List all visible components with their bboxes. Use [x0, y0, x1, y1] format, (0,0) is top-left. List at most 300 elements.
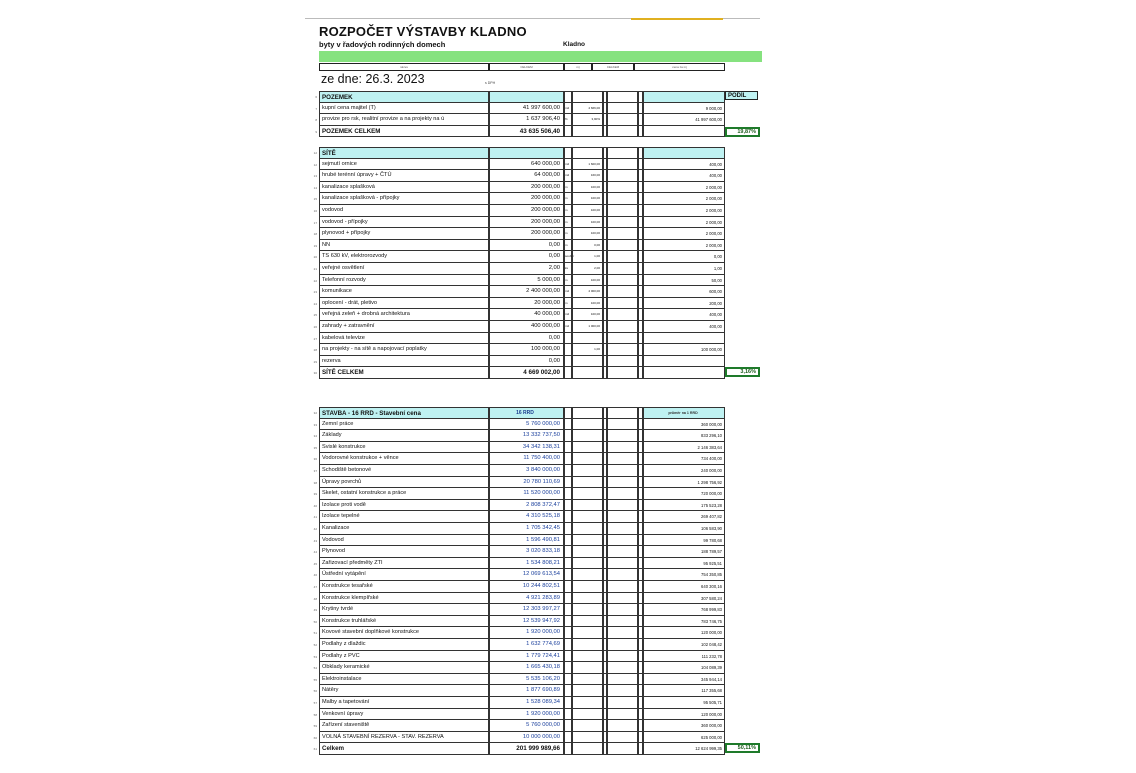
cell-unit[interactable]: [564, 147, 572, 159]
cell-rate[interactable]: [607, 523, 638, 535]
cell-item-name[interactable]: Telefonní rozvody: [319, 275, 489, 287]
cell-quantity[interactable]: 160,00: [572, 170, 603, 182]
cell-unit[interactable]: m2: [564, 286, 572, 298]
cell-quantity[interactable]: 1,00: [572, 251, 603, 263]
cell-quantity[interactable]: 0,00: [572, 240, 603, 252]
cell-unit[interactable]: [564, 442, 572, 454]
cell-item-name[interactable]: Krytiny tvrdé: [319, 604, 489, 616]
cell-total-value[interactable]: 200 000,00: [489, 228, 564, 240]
cell-unit-price[interactable]: 640 300,16: [643, 581, 725, 593]
cell-item-name[interactable]: plynovod + přípojky: [319, 228, 489, 240]
cell-rate[interactable]: [607, 500, 638, 512]
cell-unit-price[interactable]: 1 298 756,92: [643, 477, 725, 489]
cell-item-name[interactable]: Plynovod: [319, 546, 489, 558]
cell-total-value[interactable]: 12 539 947,92: [489, 616, 564, 628]
cell-item-name[interactable]: Úpravy povrchů: [319, 477, 489, 489]
cell-total-value[interactable]: 100 000,00: [489, 344, 564, 356]
cell-unit[interactable]: [564, 581, 572, 593]
cell-item-name[interactable]: Kovové stavební doplňkové konstrukce: [319, 627, 489, 639]
cell-quantity[interactable]: 4 666,00: [572, 103, 603, 115]
cell-unit-price[interactable]: 783 746,75: [643, 616, 725, 628]
cell-unit-price[interactable]: průměr na 1 RRD: [643, 407, 725, 419]
cell-unit[interactable]: m2: [564, 170, 572, 182]
cell-rate[interactable]: [607, 697, 638, 709]
cell-unit-price[interactable]: 720 000,00: [643, 488, 725, 500]
cell-rate[interactable]: [607, 465, 638, 477]
cell-quantity[interactable]: 2,00: [572, 263, 603, 275]
cell-total-value[interactable]: 3 020 833,18: [489, 546, 564, 558]
cell-unit-price[interactable]: [643, 356, 725, 368]
cell-rate[interactable]: [607, 674, 638, 686]
cell-unit-price[interactable]: 833 296,10: [643, 430, 725, 442]
cell-total-value[interactable]: 16 RRD: [489, 407, 564, 419]
cell-quantity[interactable]: [572, 488, 603, 500]
cell-quantity[interactable]: [572, 477, 603, 489]
cell-unit[interactable]: [564, 732, 572, 744]
cell-unit-price[interactable]: 2 146 383,64: [643, 442, 725, 454]
cell-quantity[interactable]: [572, 407, 603, 419]
cell-item-name[interactable]: Podlahy z PVC: [319, 651, 489, 663]
cell-unit[interactable]: soubor: [564, 251, 572, 263]
cell-total-value[interactable]: 12 303 997,27: [489, 604, 564, 616]
cell-quantity[interactable]: [572, 685, 603, 697]
cell-unit-price[interactable]: 99 780,68: [643, 535, 725, 547]
cell-unit[interactable]: [564, 91, 572, 103]
cell-unit[interactable]: [564, 685, 572, 697]
cell-item-name[interactable]: provize pro rsk, realitní provize a na projekty na ú: [319, 114, 489, 126]
cell-unit-price[interactable]: [643, 367, 725, 379]
cell-unit[interactable]: [564, 604, 572, 616]
cell-rate[interactable]: [607, 367, 638, 379]
cell-rate[interactable]: [607, 321, 638, 333]
cell-unit[interactable]: [564, 558, 572, 570]
cell-item-name[interactable]: SÍTĚ: [319, 147, 489, 159]
cell-unit[interactable]: [564, 419, 572, 431]
cell-unit-price[interactable]: 768 999,83: [643, 604, 725, 616]
cell-unit[interactable]: m: [564, 193, 572, 205]
cell-unit[interactable]: [564, 697, 572, 709]
cell-item-name[interactable]: Izolace tepelné: [319, 511, 489, 523]
cell-unit-price[interactable]: 117 355,68: [643, 685, 725, 697]
cell-rate[interactable]: [607, 720, 638, 732]
cell-unit[interactable]: [564, 720, 572, 732]
cell-quantity[interactable]: [572, 604, 603, 616]
cell-unit-price[interactable]: 400,00: [643, 321, 725, 333]
cell-unit-price[interactable]: 600,00: [643, 286, 725, 298]
cell-quantity[interactable]: [572, 732, 603, 744]
cell-item-name[interactable]: vodovod - přípojky: [319, 217, 489, 229]
cell-rate[interactable]: [607, 251, 638, 263]
cell-item-name[interactable]: SÍTĚ CELKEM: [319, 367, 489, 379]
cell-unit[interactable]: [564, 593, 572, 605]
cell-rate[interactable]: [607, 477, 638, 489]
cell-unit[interactable]: [564, 356, 572, 368]
cell-quantity[interactable]: 100,00: [572, 298, 603, 310]
cell-total-value[interactable]: 1 779 724,41: [489, 651, 564, 663]
cell-unit[interactable]: [564, 546, 572, 558]
cell-quantity[interactable]: [572, 593, 603, 605]
cell-total-value[interactable]: 0,00: [489, 333, 564, 345]
cell-unit[interactable]: [564, 535, 572, 547]
cell-rate[interactable]: [607, 535, 638, 547]
cell-unit-price[interactable]: 0,00: [643, 251, 725, 263]
cell-rate[interactable]: [607, 546, 638, 558]
cell-unit-price[interactable]: 41 997 600,00: [643, 114, 725, 126]
cell-rate[interactable]: [607, 616, 638, 628]
cell-total-value[interactable]: 1 705 342,45: [489, 523, 564, 535]
cell-rate[interactable]: [607, 193, 638, 205]
cell-unit-price[interactable]: 104 089,39: [643, 662, 725, 674]
cell-unit[interactable]: [564, 477, 572, 489]
cell-unit-price[interactable]: 95 925,51: [643, 558, 725, 570]
cell-unit-price[interactable]: 754 350,85: [643, 569, 725, 581]
cell-quantity[interactable]: [572, 465, 603, 477]
cell-unit[interactable]: [564, 627, 572, 639]
cell-total-value[interactable]: 1 528 089,34: [489, 697, 564, 709]
cell-item-name[interactable]: veřejná zeleň + drobná architektura: [319, 309, 489, 321]
cell-quantity[interactable]: [572, 367, 603, 379]
cell-unit-price[interactable]: 1,00: [643, 263, 725, 275]
cell-unit-price[interactable]: 400,00: [643, 309, 725, 321]
cell-unit[interactable]: [564, 709, 572, 721]
cell-item-name[interactable]: vodovod: [319, 205, 489, 217]
cell-rate[interactable]: [607, 581, 638, 593]
cell-total-value[interactable]: 20 000,00: [489, 298, 564, 310]
cell-total-value[interactable]: 400 000,00: [489, 321, 564, 333]
cell-rate[interactable]: [607, 604, 638, 616]
cell-total-value[interactable]: 43 635 506,40: [489, 126, 564, 138]
cell-total-value[interactable]: 40 000,00: [489, 309, 564, 321]
cell-unit-price[interactable]: 400,00: [643, 170, 725, 182]
cell-total-value[interactable]: 0,00: [489, 240, 564, 252]
cell-rate[interactable]: [607, 344, 638, 356]
cell-total-value[interactable]: [489, 91, 564, 103]
cell-total-value[interactable]: 11 750 400,00: [489, 453, 564, 465]
cell-quantity[interactable]: [572, 651, 603, 663]
cell-unit[interactable]: [564, 407, 572, 419]
cell-rate[interactable]: [607, 430, 638, 442]
cell-total-value[interactable]: 1 534 808,21: [489, 558, 564, 570]
cell-quantity[interactable]: 1 600,00: [572, 159, 603, 171]
cell-unit[interactable]: ks: [564, 263, 572, 275]
cell-total-value[interactable]: 640 000,00: [489, 159, 564, 171]
cell-item-name[interactable]: Svislé konstrukce: [319, 442, 489, 454]
cell-unit-price[interactable]: 400,00: [643, 159, 725, 171]
cell-item-name[interactable]: POZEMEK: [319, 91, 489, 103]
cell-unit-price[interactable]: 200,00: [643, 298, 725, 310]
cell-unit[interactable]: m: [564, 182, 572, 194]
cell-unit[interactable]: m: [564, 298, 572, 310]
cell-quantity[interactable]: [572, 500, 603, 512]
cell-item-name[interactable]: sejmutí ornice: [319, 159, 489, 171]
cell-quantity[interactable]: [572, 581, 603, 593]
cell-item-name[interactable]: STAVBA - 16 RRD - Stavební cena: [319, 407, 489, 419]
cell-item-name[interactable]: Schodiště betonové: [319, 465, 489, 477]
cell-quantity[interactable]: [572, 453, 603, 465]
cell-total-value[interactable]: 11 520 000,00: [489, 488, 564, 500]
cell-total-value[interactable]: 200 000,00: [489, 193, 564, 205]
cell-item-name[interactable]: Konstrukce tesařské: [319, 581, 489, 593]
cell-unit-price[interactable]: 9 000,00: [643, 103, 725, 115]
cell-rate[interactable]: [607, 217, 638, 229]
cell-total-value[interactable]: 5 760 000,00: [489, 720, 564, 732]
cell-rate[interactable]: [607, 662, 638, 674]
cell-rate[interactable]: [607, 407, 638, 419]
cell-rate[interactable]: [607, 240, 638, 252]
cell-unit-price[interactable]: 2 000,00: [643, 182, 725, 194]
cell-unit-price[interactable]: 100 000,00: [643, 344, 725, 356]
cell-unit[interactable]: m: [564, 228, 572, 240]
cell-unit[interactable]: [564, 511, 572, 523]
cell-quantity[interactable]: [572, 147, 603, 159]
cell-quantity[interactable]: [572, 419, 603, 431]
cell-item-name[interactable]: Podlahy z dlaždic: [319, 639, 489, 651]
cell-item-name[interactable]: rezerva: [319, 356, 489, 368]
cell-unit[interactable]: [564, 488, 572, 500]
cell-total-value[interactable]: 2 808 372,47: [489, 500, 564, 512]
cell-unit[interactable]: [564, 639, 572, 651]
cell-rate[interactable]: [607, 309, 638, 321]
cell-item-name[interactable]: kabelová televize: [319, 333, 489, 345]
cell-quantity[interactable]: [572, 511, 603, 523]
cell-total-value[interactable]: 1 665 430,18: [489, 662, 564, 674]
cell-total-value[interactable]: 200 000,00: [489, 217, 564, 229]
cell-rate[interactable]: [607, 114, 638, 126]
cell-item-name[interactable]: VOLNÁ STAVEBNÍ REZERVA - STAV. REZERVA: [319, 732, 489, 744]
cell-item-name[interactable]: hrubé terénní úpravy + ČTÚ: [319, 170, 489, 182]
cell-item-name[interactable]: Celkem: [319, 743, 489, 755]
cell-unit[interactable]: [564, 523, 572, 535]
cell-item-name[interactable]: Obklady keramické: [319, 662, 489, 674]
cell-total-value[interactable]: 200 000,00: [489, 182, 564, 194]
cell-unit-price[interactable]: 12 624 999,35: [643, 743, 725, 755]
cell-total-value[interactable]: 1 596 490,81: [489, 535, 564, 547]
cell-quantity[interactable]: [572, 720, 603, 732]
cell-total-value[interactable]: 0,00: [489, 251, 564, 263]
cell-total-value[interactable]: 0,00: [489, 356, 564, 368]
cell-item-name[interactable]: Skelet, ostatní konstrukce a práce: [319, 488, 489, 500]
cell-unit[interactable]: [564, 430, 572, 442]
cell-unit-price[interactable]: 111 232,78: [643, 651, 725, 663]
cell-quantity[interactable]: [572, 697, 603, 709]
cell-total-value[interactable]: 13 332 737,50: [489, 430, 564, 442]
cell-quantity[interactable]: [572, 333, 603, 345]
cell-rate[interactable]: [607, 333, 638, 345]
cell-quantity[interactable]: 100,00: [572, 275, 603, 287]
cell-unit[interactable]: [564, 569, 572, 581]
cell-quantity[interactable]: [572, 709, 603, 721]
cell-quantity[interactable]: [572, 662, 603, 674]
cell-unit-price[interactable]: 106 583,90: [643, 523, 725, 535]
cell-total-value[interactable]: 1 877 690,89: [489, 685, 564, 697]
cell-unit-price[interactable]: [643, 126, 725, 138]
cell-item-name[interactable]: Konstrukce klempířské: [319, 593, 489, 605]
cell-quantity[interactable]: 1 000,00: [572, 321, 603, 333]
cell-quantity[interactable]: [572, 523, 603, 535]
cell-total-value[interactable]: 4 310 525,18: [489, 511, 564, 523]
cell-total-value[interactable]: 5 535 106,20: [489, 674, 564, 686]
cell-item-name[interactable]: Nátěry: [319, 685, 489, 697]
cell-quantity[interactable]: [572, 535, 603, 547]
cell-rate[interactable]: [607, 488, 638, 500]
cell-rate[interactable]: [607, 170, 638, 182]
cell-unit[interactable]: m: [564, 240, 572, 252]
cell-unit[interactable]: [564, 651, 572, 663]
cell-total-value[interactable]: 20 780 110,69: [489, 477, 564, 489]
cell-unit-price[interactable]: 307 580,24: [643, 593, 725, 605]
cell-rate[interactable]: [607, 147, 638, 159]
cell-total-value[interactable]: 2 400 000,00: [489, 286, 564, 298]
cell-quantity[interactable]: [572, 126, 603, 138]
cell-unit[interactable]: [564, 616, 572, 628]
cell-quantity[interactable]: [572, 558, 603, 570]
cell-quantity[interactable]: [572, 91, 603, 103]
cell-unit-price[interactable]: 2 000,00: [643, 240, 725, 252]
cell-rate[interactable]: [607, 91, 638, 103]
cell-total-value[interactable]: 41 997 600,00: [489, 103, 564, 115]
cell-unit-price[interactable]: 2 000,00: [643, 217, 725, 229]
cell-unit[interactable]: m2: [564, 159, 572, 171]
cell-total-value[interactable]: 4 669 002,00: [489, 367, 564, 379]
cell-unit-price[interactable]: 188 789,57: [643, 546, 725, 558]
cell-total-value[interactable]: 1 632 774,69: [489, 639, 564, 651]
cell-item-name[interactable]: Elektroinstalace: [319, 674, 489, 686]
cell-rate[interactable]: [607, 275, 638, 287]
cell-rate[interactable]: [607, 263, 638, 275]
cell-item-name[interactable]: kupní cena majitel (T): [319, 103, 489, 115]
cell-quantity[interactable]: [572, 616, 603, 628]
cell-unit-price[interactable]: [643, 91, 725, 103]
cell-unit-price[interactable]: 360 000,00: [643, 419, 725, 431]
cell-quantity[interactable]: [572, 674, 603, 686]
cell-unit[interactable]: m: [564, 205, 572, 217]
cell-item-name[interactable]: komunikace: [319, 286, 489, 298]
cell-item-name[interactable]: kanalizace splašková - přípojky: [319, 193, 489, 205]
cell-total-value[interactable]: 5 000,00: [489, 275, 564, 287]
cell-unit-price[interactable]: 625 000,00: [643, 732, 725, 744]
cell-item-name[interactable]: TS 630 kV, elektrorozvody: [319, 251, 489, 263]
cell-rate[interactable]: [607, 286, 638, 298]
cell-item-name[interactable]: NN: [319, 240, 489, 252]
cell-unit[interactable]: %: [564, 114, 572, 126]
cell-unit-price[interactable]: 345 944,14: [643, 674, 725, 686]
cell-quantity[interactable]: 100,00: [572, 193, 603, 205]
cell-quantity[interactable]: 100,00: [572, 228, 603, 240]
cell-rate[interactable]: [607, 159, 638, 171]
cell-item-name[interactable]: Venkovní úpravy: [319, 709, 489, 721]
cell-quantity[interactable]: [572, 546, 603, 558]
cell-quantity[interactable]: [572, 743, 603, 755]
cell-unit[interactable]: [564, 333, 572, 345]
cell-rate[interactable]: [607, 356, 638, 368]
cell-unit-price[interactable]: 50,00: [643, 275, 725, 287]
cell-unit-price[interactable]: 95 505,71: [643, 697, 725, 709]
cell-unit-price[interactable]: 175 523,28: [643, 500, 725, 512]
cell-item-name[interactable]: na projekty - na sítě a napojovací poplatky: [319, 344, 489, 356]
cell-item-name[interactable]: oplocení - drát, pletivo: [319, 298, 489, 310]
cell-item-name[interactable]: Zařízení staveniště: [319, 720, 489, 732]
cell-total-value[interactable]: 64 000,00: [489, 170, 564, 182]
cell-rate[interactable]: [607, 453, 638, 465]
cell-quantity[interactable]: 100,00: [572, 182, 603, 194]
cell-quantity[interactable]: [572, 569, 603, 581]
cell-rate[interactable]: [607, 442, 638, 454]
cell-rate[interactable]: [607, 511, 638, 523]
cell-rate[interactable]: [607, 627, 638, 639]
cell-total-value[interactable]: 1 637 906,40: [489, 114, 564, 126]
cell-rate[interactable]: [607, 419, 638, 431]
cell-unit[interactable]: [564, 367, 572, 379]
cell-rate[interactable]: [607, 732, 638, 744]
cell-item-name[interactable]: Konstrukce truhlářské: [319, 616, 489, 628]
cell-unit-price[interactable]: 240 000,00: [643, 465, 725, 477]
cell-total-value[interactable]: 201 999 989,66: [489, 743, 564, 755]
cell-rate[interactable]: [607, 558, 638, 570]
cell-unit[interactable]: [564, 344, 572, 356]
cell-unit[interactable]: m2: [564, 309, 572, 321]
cell-quantity[interactable]: [572, 627, 603, 639]
cell-unit[interactable]: [564, 674, 572, 686]
cell-unit-price[interactable]: 120 000,00: [643, 627, 725, 639]
cell-rate[interactable]: [607, 569, 638, 581]
cell-unit-price[interactable]: [643, 333, 725, 345]
cell-item-name[interactable]: Kanalizace: [319, 523, 489, 535]
cell-rate[interactable]: [607, 103, 638, 115]
cell-item-name[interactable]: Základy: [319, 430, 489, 442]
cell-total-value[interactable]: 5 760 000,00: [489, 419, 564, 431]
cell-unit[interactable]: [564, 743, 572, 755]
cell-unit[interactable]: [564, 453, 572, 465]
cell-quantity[interactable]: 1,00: [572, 344, 603, 356]
cell-unit[interactable]: m2: [564, 103, 572, 115]
cell-unit[interactable]: [564, 465, 572, 477]
cell-unit[interactable]: [564, 662, 572, 674]
cell-total-value[interactable]: 2,00: [489, 263, 564, 275]
cell-rate[interactable]: [607, 639, 638, 651]
cell-total-value[interactable]: 10 000 000,00: [489, 732, 564, 744]
cell-total-value[interactable]: [489, 147, 564, 159]
cell-rate[interactable]: [607, 651, 638, 663]
cell-quantity[interactable]: 4 000,00: [572, 286, 603, 298]
cell-total-value[interactable]: 10 244 802,51: [489, 581, 564, 593]
cell-rate[interactable]: [607, 126, 638, 138]
cell-rate[interactable]: [607, 182, 638, 194]
cell-item-name[interactable]: kanalizace splašková: [319, 182, 489, 194]
cell-rate[interactable]: [607, 593, 638, 605]
cell-unit-price[interactable]: 360 000,00: [643, 720, 725, 732]
cell-rate[interactable]: [607, 685, 638, 697]
cell-unit-price[interactable]: 2 000,00: [643, 193, 725, 205]
cell-total-value[interactable]: 1 920 000,00: [489, 627, 564, 639]
cell-quantity[interactable]: [572, 356, 603, 368]
cell-item-name[interactable]: Zařizovací předměty ZTI: [319, 558, 489, 570]
cell-quantity[interactable]: 3,90%: [572, 114, 603, 126]
cell-item-name[interactable]: Vodovod: [319, 535, 489, 547]
cell-item-name[interactable]: Malby a tapetování: [319, 697, 489, 709]
cell-unit-price[interactable]: 734 400,00: [643, 453, 725, 465]
cell-unit-price[interactable]: 120 000,00: [643, 709, 725, 721]
cell-total-value[interactable]: 3 840 000,00: [489, 465, 564, 477]
cell-quantity[interactable]: 100,00: [572, 217, 603, 229]
cell-unit-price[interactable]: [643, 147, 725, 159]
cell-item-name[interactable]: Ústřední vytápění: [319, 569, 489, 581]
cell-item-name[interactable]: Izolace proti vodě: [319, 500, 489, 512]
cell-quantity[interactable]: [572, 639, 603, 651]
cell-rate[interactable]: [607, 205, 638, 217]
cell-unit-price[interactable]: 269 407,82: [643, 511, 725, 523]
cell-total-value[interactable]: 1 920 000,00: [489, 709, 564, 721]
cell-total-value[interactable]: 4 921 283,89: [489, 593, 564, 605]
